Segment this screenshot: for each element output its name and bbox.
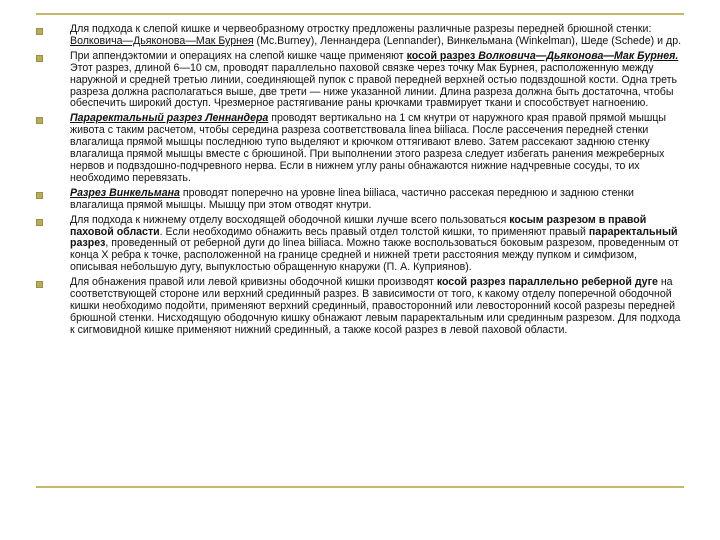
text-segment: на соответствующей стороне или верхний срединный разрез. В зависимости от того, к какому отделу поперечной ободочной кишки необходимо подойти, применяют верхний срединный, правосторонний или левосторонний косой разрезы передней брюшной стенки. Нисходящую ободочную кишку обнажают левым параректальным или срединным разрезом. Для подхода к сигмовидной кишке применяют нижний срединный, а также косой разрез в левой паховой области.: [70, 276, 681, 336]
square-bullet-icon: [36, 192, 43, 199]
square-bullet-icon: [36, 55, 43, 62]
square-bullet-icon: [36, 281, 43, 288]
bottom-divider: [36, 486, 684, 488]
list-item: [36, 113, 686, 184]
text-segment: проводят поперечно на уровне linea biiliaca, частично рассекая переднюю и заднюю стенки влагалища прямой мышцы. Мышцу при этом отводят кнутри.: [70, 186, 634, 211]
list-item: [36, 277, 686, 337]
text-segment: Для обнажения правой или левой кривизны ободочной кишки производят: [70, 276, 437, 289]
top-divider: [36, 13, 684, 15]
list-item: [36, 188, 686, 212]
bullet-list: [36, 24, 686, 337]
text-segment: , проведенный от реберной дуги до linea biiliaca. Можно также воспользоваться боковым разрезом, проведенным от конца X ребра к точке, расположенной на границе средней и нижней трети расстояния между пупком и симфизом, описывая небольшую дугу, выпуклостью обращенную кнаружи (П. А. Куприянов).: [70, 237, 679, 274]
emphasized-term: косой разрез: [406, 49, 479, 62]
emphasized-term: параректальный разрез: [70, 225, 678, 250]
emphasized-term: Волковича—Дьяконова—Мак Бурнея.: [478, 49, 679, 62]
list-item: [36, 51, 686, 111]
square-bullet-icon: [36, 219, 43, 226]
emphasized-term: Разрез Винкельмана: [70, 186, 180, 199]
text-segment: При аппендэктомии и операциях на слепой кишке чаще применяют: [70, 49, 407, 62]
list-item: [36, 215, 686, 275]
emphasized-term: косой разрез параллельно реберной дуге: [436, 276, 658, 289]
slide-content: [36, 24, 686, 340]
incision-name-underlined: Волковича—Дьяконова—Мак Бурнея: [70, 34, 254, 47]
text-segment: (Mc.Burney), Леннандера (Lennander), Винкельмана (Winkelman), Шеде (Schede) и др.: [253, 34, 682, 47]
emphasized-term: Параректальный разрез Леннандера: [70, 112, 269, 125]
text-segment: . Если необходимо обнажить весь правый отдел толстой кишки, то применяют правый: [159, 225, 589, 238]
emphasized-term: косым разрезом в правой паховой области: [70, 213, 647, 238]
text-segment: Для подхода к нижнему отделу восходящей ободочной кишки лучше всего пользоваться: [70, 213, 510, 226]
list-item: [36, 24, 686, 48]
square-bullet-icon: [36, 117, 43, 124]
text-segment: Этот разрез, длиной 6—10 см, проводят параллельно паховой связке через точку Мак Бурнея, расположенную между наружной и средней третью линии, соединяющей пупок с правой передней верхней остью подвздошной кости. Одна треть разреза должна располагаться выше, две трети — ниже указанной линии. Длина разреза должна быть достаточна, чтобы обеспечить широкий доступ. Чрезмерное растягивание раны крючками травмирует ткани и способствует нагноению.: [70, 61, 678, 110]
text-segment: Для подхода к слепой кишке и червеобразному отростку предложены различные разрезы передней брюшной стенки:: [70, 23, 652, 35]
square-bullet-icon: [36, 28, 43, 35]
text-segment: проводят вертикально на 1 см кнутри от наружного края правой прямой мышцы живота с таким расчетом, чтобы середина разреза соответствовала linea biiliaca. После рассечения передней стенки влагалища прямой мышцы последнюю тупо выделяют и крючком оттягивают влево. Затем рассекают заднюю стенку влагалища прямой мышцы вместе с брюшиной. При выполнении этого разреза следует избегать ранения межреберных нервов и подвздошно-подчревного нерва. Если в нижнем углу раны обнажаются нижние надчревные сосуды, то их необходимо перевязать.: [70, 112, 666, 184]
